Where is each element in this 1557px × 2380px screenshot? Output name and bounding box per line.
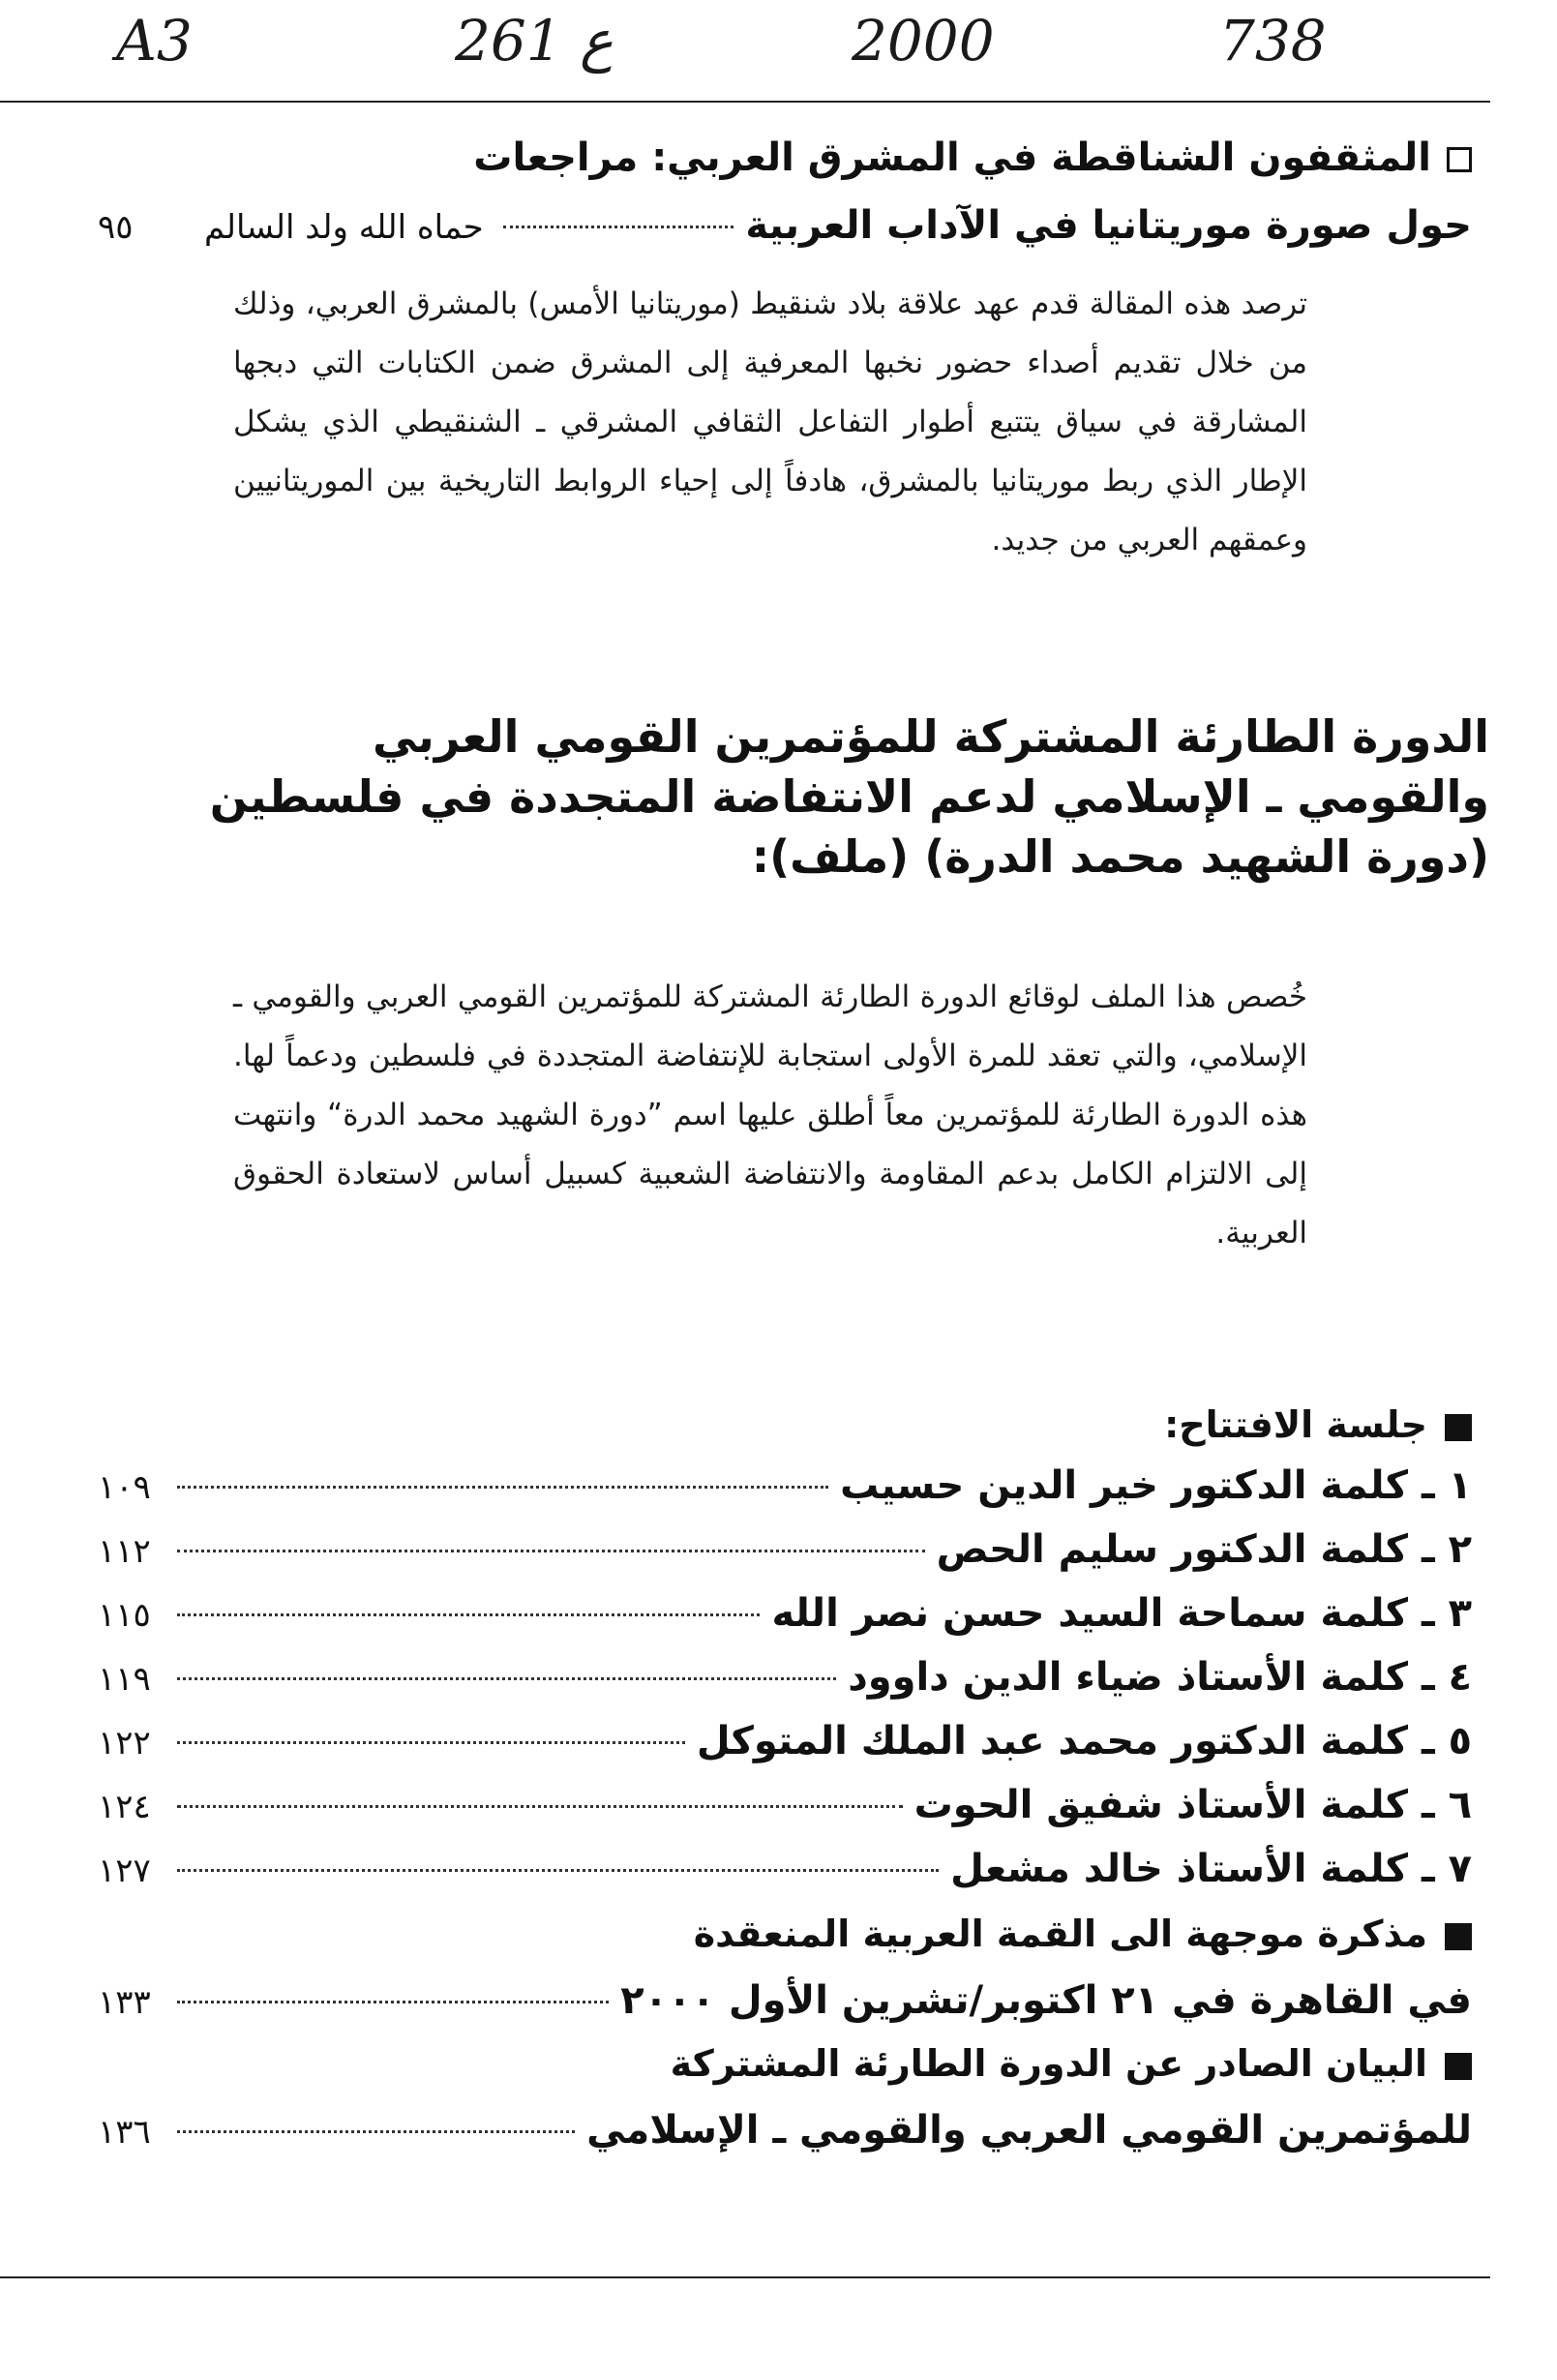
bottom-rule xyxy=(0,2276,1490,2278)
toc-item-title: ٤ ـ كلمة الأستاذ ضياء الدين داوود xyxy=(848,1655,1472,1700)
toc-item-title: ٣ ـ كلمة سماحة السيد حسن نصر الله xyxy=(771,1591,1472,1636)
toc-row xyxy=(98,1719,1472,1763)
toc-item-title: ١ ـ كلمة الدكتور خير الدين حسيب xyxy=(840,1463,1472,1508)
memo-heading xyxy=(694,1913,1472,1955)
opening-heading-text: جلسة الافتتاح: xyxy=(1164,1403,1427,1446)
leader-dots xyxy=(177,1486,828,1489)
square-bullet-icon xyxy=(1445,2053,1472,2080)
handwritten-year: 2000 xyxy=(852,8,995,74)
dossier-abstract: خُصص هذا الملف لوقائع الدورة الطارئة المشتركة للمؤتمرين القومي العربي والقومي ـ الإسلامي، والتي تعقد للمرة الأولى استجابة للإنتفاضة المتجددة في فلسطين ودعماً لها. هذه الدورة الطارئة للمؤتمرين معاً أطلق عليها اسم ”دورة الشهيد محمد الدرة“ وانتهت إلى الالتزام الكامل بدعم المقاومة والانتفاضة الشعبية كسبيل أساس لاستعادة الحقوق العربية. xyxy=(233,979,1307,1250)
article-entry xyxy=(98,203,1472,248)
leader-dots xyxy=(177,1869,939,1872)
dossier-title-line: (دورة الشهيد محمد الدرة) (ملف): xyxy=(751,830,1489,883)
toc-row xyxy=(98,1527,1472,1572)
leader-dots xyxy=(503,226,734,228)
leader-dots xyxy=(177,2130,575,2133)
leader-dots xyxy=(177,1677,836,1680)
section-heading xyxy=(117,136,1472,180)
dossier-title xyxy=(209,707,1489,887)
memo-line1: مذكرة موجهة الى القمة العربية المنعقدة xyxy=(693,1913,1427,1955)
statement-heading xyxy=(671,2042,1472,2085)
toc-row xyxy=(98,1783,1472,1827)
toc-row xyxy=(98,1655,1472,1700)
leader-dots xyxy=(177,1741,685,1744)
checkbox-icon xyxy=(1447,147,1472,172)
toc-item-page: ١٢٧ xyxy=(98,1852,151,1890)
toc-row xyxy=(98,1847,1472,1891)
toc-row xyxy=(98,2108,1472,2153)
toc-row xyxy=(98,1463,1472,1508)
statement-line1: البيان الصادر عن الدورة الطارئة المشتركة xyxy=(670,2042,1427,2085)
article-title: حول صورة موريتانيا في الآداب العربية xyxy=(745,203,1472,248)
leader-dots xyxy=(177,1550,925,1552)
article-author: حماه الله ولد السالم xyxy=(204,208,484,247)
top-rule xyxy=(0,101,1490,103)
dossier-title-line: والقومي ـ الإسلامي لدعم الانتفاضة المتجددة في فلسطين xyxy=(209,770,1489,823)
article-abstract: ترصد هذه المقالة قدم عهد علاقة بلاد شنقيط (موريتانيا الأمس) بالمشرق العربي، وذلك من خلال تقديم أصداء حضور نخبها المعرفية إلى المشرق ضمن الكتابات التي دبجها المشارقة في سياق يتتبع أطوار التفاعل الثقافي المشرقي ـ الشنقيطي الذي يشكل الإطار الذي ربط موريتانيا بالمشرق، هادفاً إلى إحياء الروابط التاريخية بين الموريتانيين وعمقهم العربي من جديد. xyxy=(233,286,1307,557)
toc-item-page: ١١٥ xyxy=(98,1596,151,1635)
toc-item-title: ٧ ـ كلمة الأستاذ خالد مشعل xyxy=(950,1847,1472,1891)
handwritten-number: 261 ع xyxy=(455,8,614,74)
toc-row xyxy=(98,1978,1472,2023)
toc-item-page: ١١٩ xyxy=(98,1660,151,1699)
article-page: ٩٥ xyxy=(98,208,134,247)
handwritten-code: A3 xyxy=(116,8,193,74)
toc-item-page: ١٢٤ xyxy=(98,1788,151,1826)
toc-item-page: ١٢٢ xyxy=(98,1724,151,1762)
memo-line2: في القاهرة في ٢١ اكتوبر/تشرين الأول ٢٠٠٠ xyxy=(620,1978,1472,2023)
statement-line2: للمؤتمرين القومي العربي والقومي ـ الإسلامي xyxy=(586,2108,1472,2153)
leader-dots xyxy=(177,1805,903,1808)
square-bullet-icon xyxy=(1445,1414,1472,1441)
toc-item-page: ١٠٩ xyxy=(98,1468,151,1507)
toc-item-title: ٦ ـ كلمة الأستاذ شفيق الحوت xyxy=(913,1783,1472,1827)
statement-page: ١٣٦ xyxy=(98,2113,151,2152)
leader-dots xyxy=(177,1613,760,1616)
handwritten-ref: 738 xyxy=(1219,8,1327,74)
toc-item-title: ٢ ـ كلمة الدكتور سليم الحص xyxy=(936,1527,1472,1572)
leader-dots xyxy=(177,2001,609,2003)
square-bullet-icon xyxy=(1445,1923,1472,1950)
toc-row xyxy=(98,1591,1472,1636)
memo-page: ١٣٣ xyxy=(98,1983,151,2022)
toc-item-title: ٥ ـ كلمة الدكتور محمد عبد الملك المتوكل xyxy=(696,1719,1472,1763)
section-title: المثقفون الشناقطة في المشرق العربي: مراجعات xyxy=(473,136,1431,180)
toc-item-page: ١١٢ xyxy=(98,1532,151,1571)
opening-heading xyxy=(1164,1403,1472,1446)
dossier-title-line: الدورة الطارئة المشتركة للمؤتمرين القومي العربي xyxy=(373,710,1489,763)
